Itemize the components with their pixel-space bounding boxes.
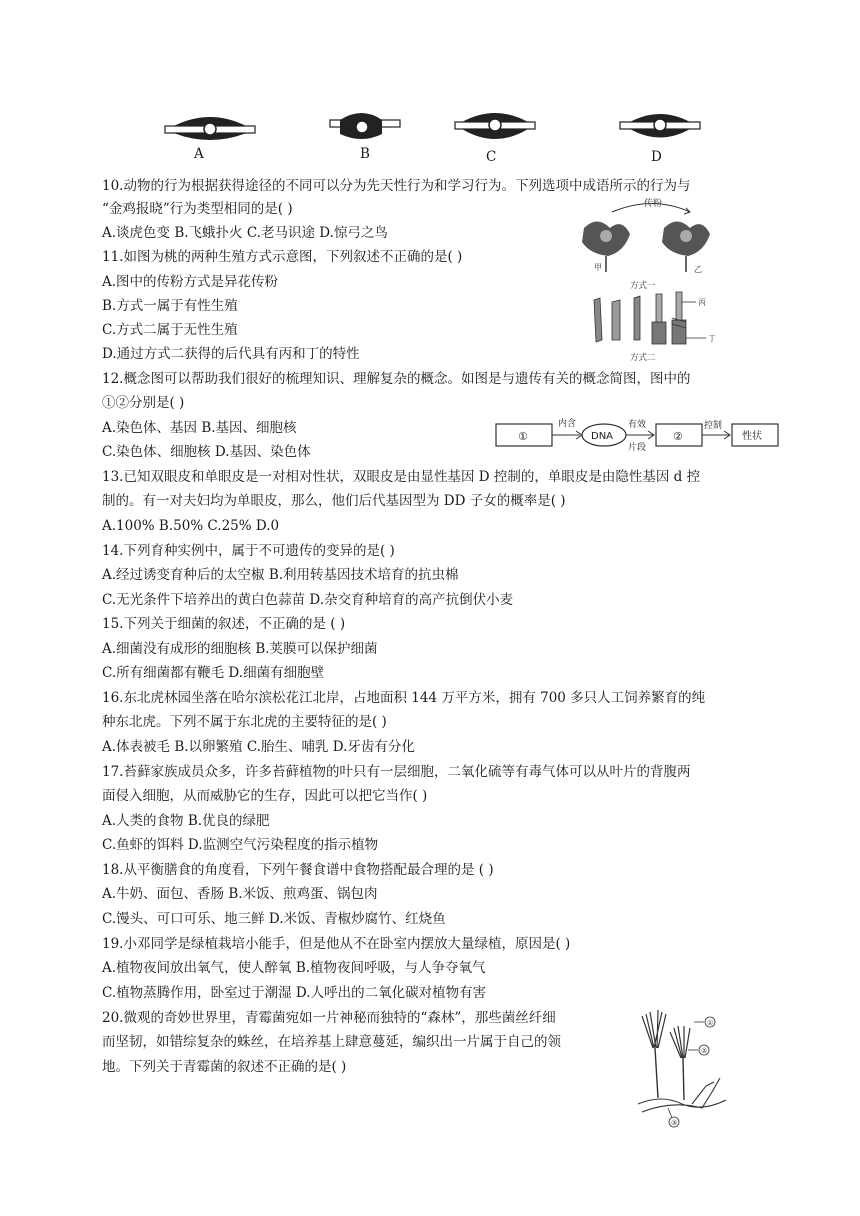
q12-line2: ①②分别是( ) — [102, 395, 185, 411]
conidiophore-1 — [642, 1010, 666, 1098]
joint-figure-c — [455, 113, 535, 139]
q16-line2: 种东北虎。下列不属于东北虎的主要特征的是( ) — [102, 714, 387, 730]
q18-stem: 18.从平衡膳食的角度看，下列午餐食谱中食物搭配最合理的是 ( ) — [102, 862, 494, 878]
q18-options-1: A.牛奶、面包、香肠 B.米饭、煎鸡蛋、锅包肉 — [102, 886, 378, 902]
q17-options-1: A.人类的食物 B.优良的绿肥 — [102, 813, 270, 829]
label-1: ① — [707, 1019, 714, 1027]
concept-contains: 内含 — [558, 419, 577, 429]
q11-option-c: C.方式二属于无性生殖 — [102, 322, 238, 338]
q11-option-a: A.图中的传粉方式是异花传粉 — [102, 274, 279, 290]
q17-line1: 17.苔藓家族成员众多，许多苔藓植物的叶只有一层细胞，二氧化硫等有毒气体可以从叶片的背腹两 — [102, 764, 691, 780]
q20-line3: 地。下列关于青霉菌的叙述不正确的是( ) — [102, 1059, 347, 1075]
grafting-steps — [594, 292, 706, 344]
jia-label: 甲 — [594, 263, 602, 272]
conidiophore-2 — [670, 1026, 690, 1100]
q11-stem: 11.如图为桃的两种生殖方式示意图，下列叙述不正确的是( ) — [102, 249, 463, 265]
concept-segment: 片段 — [628, 443, 647, 453]
q10-line1: 10.动物的行为根据获得途径的不同可以分为先天性行为和学习行为。下列选项中成语所示的行为与 — [102, 178, 691, 194]
q13-line2: 制的。有一对夫妇均为单眼皮，那么，他们后代基因型为 DD 子女的概率是( ) — [102, 493, 566, 509]
concept-box-1: ① — [518, 430, 528, 443]
q11-option-d: D.通过方式二获得的后代具有丙和丁的特性 — [102, 346, 360, 362]
genetics-concept-map — [494, 416, 794, 456]
joint-label-c: C — [486, 149, 497, 165]
q15-options-2: C.所有细菌都有鞭毛 D.细菌有细胞壁 — [102, 665, 325, 681]
joint-label-d: D — [651, 149, 662, 165]
way1-label: 方式一 — [630, 281, 656, 291]
q19-options-1: A.植物夜间放出氧气，使人醉氧 B.植物夜间呼吸，与人争夺氧气 — [102, 960, 486, 976]
joint-label-b: B — [360, 146, 370, 162]
peach-reproduction-figure — [572, 190, 732, 365]
q17-options-2: C.鱼虾的饵料 D.监测空气污染程度的指示植物 — [102, 837, 379, 853]
label-3: ③ — [671, 1119, 678, 1127]
joint-figure-b — [330, 113, 400, 139]
q16-line1: 16.东北虎林园坐落在哈尔滨松花江北岸，占地面积 144 万平方米，拥有 700 多只人工饲养繁育的纯 — [102, 690, 706, 706]
concept-effective: 有效 — [628, 420, 647, 430]
q14-options-2: C.无光条件下培养出的黄白色蒜苗 D.杂交育种培育的高产抗倒伏小麦 — [102, 592, 514, 608]
q18-options-2: C.馒头、可口可乐、地三鲜 D.米饭、青椒炒腐竹、红烧鱼 — [102, 911, 446, 927]
joint-figure-a — [165, 118, 255, 140]
q10-line2: “金鸡报晓”行为类型相同的是( ) — [102, 201, 293, 217]
q12-options-2: C.染色体、细胞核 D.基因、染色体 — [102, 444, 311, 460]
bing-label: 丙 — [698, 298, 706, 307]
flower-jia — [582, 222, 630, 273]
way2-label: 方式二 — [630, 353, 656, 363]
penicillium-figure — [632, 1008, 732, 1128]
q14-options-1: A.经过诱变育种后的太空椒 B.利用转基因技术培育的抗虫棉 — [102, 567, 459, 583]
q13-line1: 13.已知双眼皮和单眼皮是一对相对性状，双眼皮是由显性基因 D 控制的，单眼皮是由隐性基因 d 控 — [102, 469, 701, 485]
q20-line1: 20.微观的奇妙世界里，青霉菌宛如一片神秘而独特的“森林”，那些菌丝纤细 — [102, 1010, 556, 1026]
concept-trait: 性状 — [742, 431, 762, 442]
concept-dna: DNA — [591, 431, 614, 442]
q19-options-2: C.植物蒸腾作用，卧室过于潮湿 D.人呼出的二氧化碳对植物有害 — [102, 985, 487, 1001]
pollination-label: 传粉 — [644, 199, 663, 209]
q11-option-b: B.方式一属于有性生殖 — [102, 298, 238, 314]
concept-control: 控制 — [704, 421, 723, 431]
concept-box-2: ② — [673, 430, 683, 443]
yi-label: 乙 — [694, 265, 702, 274]
q15-options-1: A.细菌没有成形的细胞核 B.荚膜可以保护细菌 — [102, 641, 378, 657]
flower-yi — [662, 222, 710, 273]
label-2: ② — [701, 1047, 708, 1055]
joint-label-a: A — [194, 146, 204, 162]
q15-stem: 15.下列关于细菌的叙述，不正确的是 ( ) — [102, 616, 346, 632]
q19-stem: 19.小邓同学是绿植栽培小能手，但是他从不在卧室内摆放大量绿植，原因是( ) — [102, 936, 571, 952]
q14-stem: 14.下列育种实例中，属于不可遗传的变异的是( ) — [102, 543, 395, 559]
q20-line2: 而坚韧，如错综复杂的蛛丝，在培养基上肆意蔓延，编织出一片属于自己的领 — [102, 1034, 561, 1050]
q10-options: A.谈虎色变 B.飞蛾扑火 C.老马识途 D.惊弓之鸟 — [102, 225, 388, 241]
joint-figure — [150, 104, 710, 166]
q12-options-1: A.染色体、基因 B.基因、细胞核 — [102, 420, 297, 436]
joint-figure-d — [620, 114, 700, 138]
q12-line1: 12.概念图可以帮助我们很好的梳理知识、理解复杂的概念。如图是与遗传有关的概念简图，图中的 — [102, 371, 691, 387]
q17-line2: 面侵入细胞，从而威胁它的生存，因此可以把它当作( ) — [102, 788, 428, 804]
q16-options: A.体表被毛 B.以卵繁殖 C.胎生、哺乳 D.牙齿有分化 — [102, 739, 415, 755]
q13-options: A.100% B.50% C.25% D.0 — [102, 518, 280, 534]
ding-label: 丁 — [708, 334, 716, 343]
